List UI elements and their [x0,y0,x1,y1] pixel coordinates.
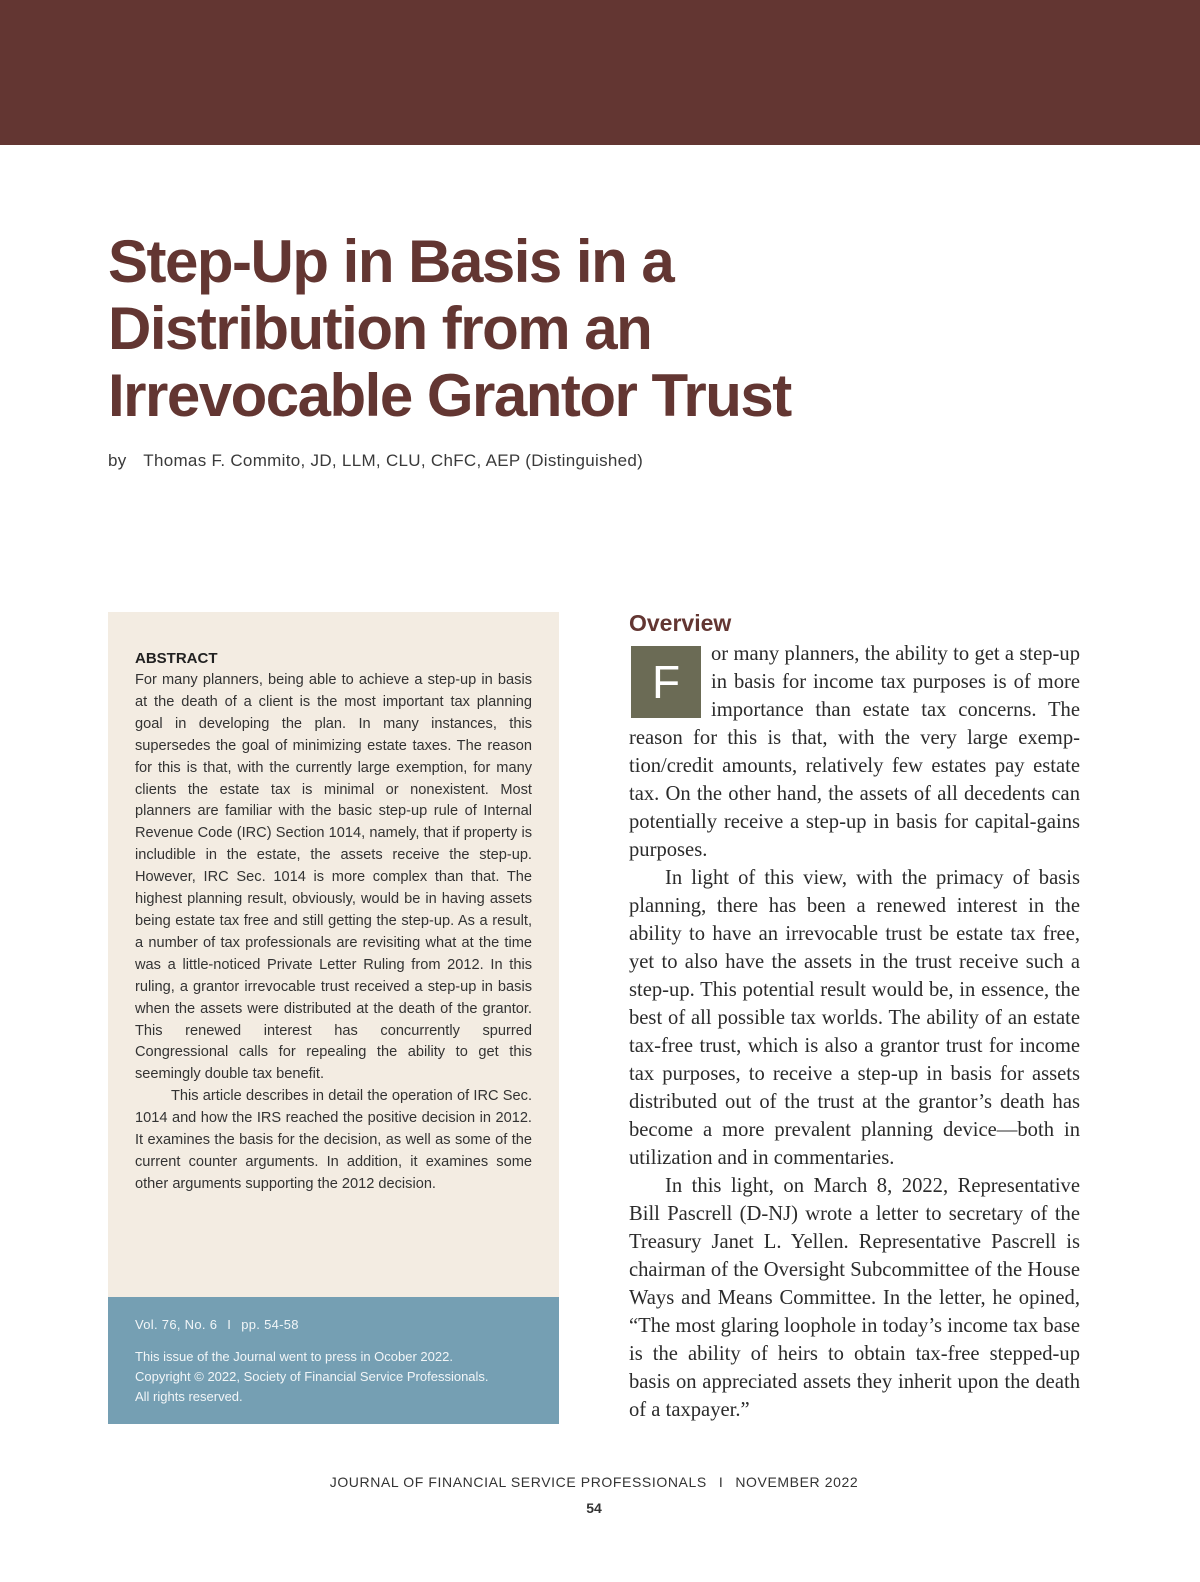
issue-pages: pp. 54-58 [241,1317,299,1332]
copyright-note: Copyright © 2022, Society of Financial Service Professionals. [135,1369,489,1384]
footer-separator: I [718,1474,724,1490]
rights-note: All rights reserved. [135,1389,243,1404]
title-line: Distribution from an [108,295,652,362]
journal-name: JOURNAL OF FINANCIAL SERVICE PROFESSIONALS [329,1474,707,1490]
overview-body [629,640,1080,1424]
author-name: Thomas F. Commito, JD, LLM, CLU, ChFC, AEP (Distinguished) [143,451,644,470]
issue-info-box [108,1297,559,1424]
abstract-paragraph: For many planners, being able to achieve a step-up in basis at the death of a client is the most important tax planning goal in developing the plan. In many instances, this supersedes the goal of minimizing estate taxes. The reason for this is that, with the currently large exemption, for many clients the estate tax is minimal or nonexistent. Most planners are familiar with the basic step-up rule of Internal Revenue Code (IRC) Section 1014, namely, that if property is includible in the estate, the assets receive the step-up. However, IRC Sec. 1014 is more complex than that. The highest planning result, obviously, would be in having assets being estate tax free and still getting the step-up. As a result, a number of tax professionals are revisiting what at the time was a little-noticed Private Letter Ruling from 2012. In this ruling, a grantor irrevocable trust received a step-up in basis when the assets were distributed at the death of the grantor. This renewed interest has concurrently spurred Congressional calls for repealing the ability to get this seemingly double tax benefit. [135,672,532,1083]
drop-cap: F [631,646,701,718]
article-title [108,228,868,429]
issue-separator: I [227,1317,232,1332]
body-paragraph: In light of this view, with the primacy of basis planning, there has been a renewed interest in the ability to have an irrevocable trust be estate tax free, yet to also have the assets in the trust receive such a step-up. This potential result would be, in essence, the best of all possible tax worlds. The ability of an estate tax-free trust, which is also a grantor trust for income tax purposes, to receive a step-up in basis for assets distributed out of the trust at the grantor’s death has become a more prevalent planning device—both in utilization and in commentaries. [629,867,1080,1169]
page-footer [0,1474,1188,1490]
issue-volume-line [135,1317,299,1332]
body-paragraph: In this light, on March 8, 2022, Representative Bill Pascrell (D-NJ) wrote a letter to secretary of the Treasury Janet L. Yellen. Representative Pascrell is chairman of the Oversight Subcommittee of the House Ways and Means Committee. In the letter, he opined, “The most glaring loophole in today’s income tax base is the ability of heirs to obtain tax-free stepped-up basis on appreciated assets they inherit upon the death of a taxpayer.” [629,1175,1080,1421]
body-paragraph-text: or many planners, the ability to get a step-up in basis for income tax purposes is of more importance than estate tax concerns. The reason for this is that, with the very large exemption/credit amounts, relatively few estates pay estate tax. On the other hand, the assets of all decedents can potentially receive a step-up in basis for capital-gains purposes. [629,643,1080,861]
abstract-box [108,612,559,1297]
abstract-paragraph: This article describes in detail the operation of IRC Sec. 1014 and how the IRS reached the positive decision in 2012. It examines the basis for the decision, as well as some of the current counter arguments. In addition, it examines some other arguments supporting the 2012 decision. [135,1088,532,1192]
press-note: This issue of the Journal went to press in Ocober 2022. [135,1349,453,1364]
title-line: Step-Up in Basis in a [108,228,674,295]
body-paragraph [629,640,1080,864]
issue-volume: Vol. 76, No. 6 [135,1317,218,1332]
byline-prefix: by [108,451,127,470]
issue-notes [135,1347,545,1407]
issue-date: NOVEMBER 2022 [735,1474,859,1490]
page-number: 54 [586,1500,602,1516]
abstract-content [135,648,532,1196]
byline [108,451,643,471]
overview-heading: Overview [629,610,732,636]
abstract-heading: ABSTRACT [135,650,218,667]
title-line: Irrevocable Grantor Trust [108,362,791,429]
header-color-band [0,0,1200,145]
